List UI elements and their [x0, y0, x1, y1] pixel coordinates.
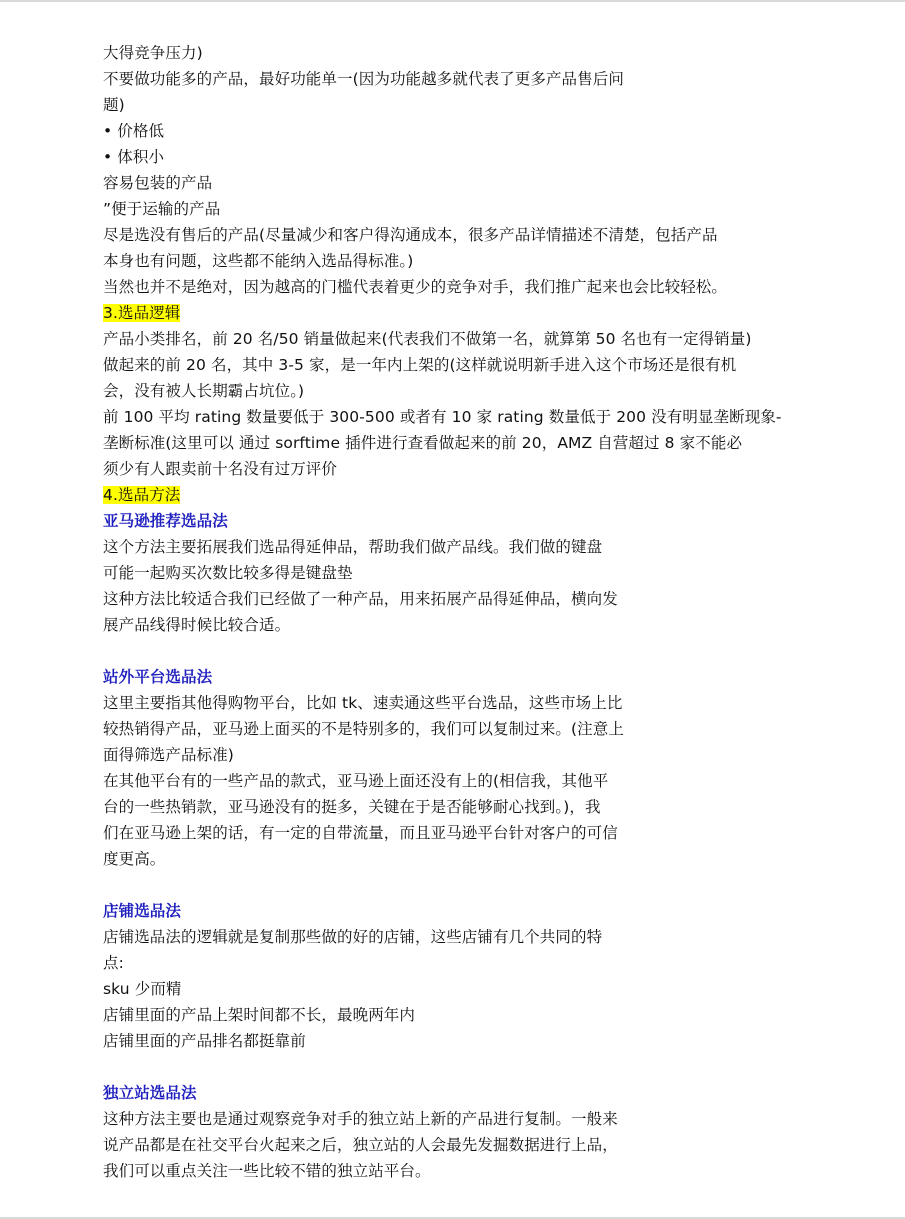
- text-line: 这里主要指其他得购物平台，比如 tk、速卖通这些平台选品，这些市场上比: [103, 694, 623, 712]
- text-line: 产品小类排名，前 20 名/50 销量做起来(代表我们不做第一名，就算第 50 名也有一定得销量): [103, 330, 752, 348]
- text-line: 本身也有问题，这些都不能纳入选品得标准。): [103, 252, 414, 270]
- text-line: 说产品都是在社交平台火起来之后，独立站的人会最先发掘数据进行上品，: [103, 1136, 618, 1154]
- text-line: 可能一起购买次数比较多得是键盘垫: [103, 564, 353, 582]
- text-line: 当然也并不是绝对，因为越高的门槛代表着更少的竞争对手，我们推广起来也会比较轻松。: [103, 278, 728, 296]
- text-line: 前 100 平均 rating 数量要低于 300-500 或者有 10 家 rating 数量低于 200 没有明显垄断现象-: [103, 408, 782, 426]
- text-line: 台的一些热销款，亚马逊没有的挺多，关键在于是否能够耐心找到。)，我: [103, 798, 601, 816]
- text-line: 做起来的前 20 名，其中 3-5 家，是一年内上架的(这样就说明新手进入这个市场还是很有机: [103, 356, 737, 374]
- subsection-heading: 店铺选品法: [103, 902, 182, 920]
- blank-line: [103, 1054, 803, 1080]
- text-line: 在其他平台有的一些产品的款式，亚马逊上面还没有上的(相信我，其他平: [103, 772, 609, 790]
- text-line: 容易包装的产品: [103, 174, 213, 192]
- text-line: 我们可以重点关注一些比较不错的独立站平台。: [103, 1162, 431, 1180]
- text-line: 们在亚马逊上架的话，有一定的自带流量，而且亚马逊平台针对客户的可信: [103, 824, 618, 842]
- text-line: 点:: [103, 954, 124, 972]
- text-line: 店铺里面的产品排名都挺靠前: [103, 1032, 306, 1050]
- text-line: 店铺里面的产品上架时间都不长，最晚两年内: [103, 1006, 416, 1024]
- document-page: [103, 40, 803, 1184]
- text-line: 这种方法主要也是通过观察竞争对手的独立站上新的产品进行复制。一般来: [103, 1110, 618, 1128]
- text-line: 尽是选没有售后的产品(尽量减少和客户得沟通成本，很多产品详情描述不清楚，包括产品: [103, 226, 718, 244]
- text-line: 较热销得产品，亚马逊上面买的不是特别多的，我们可以复制过来。(注意上: [103, 720, 624, 738]
- page-top-border: [0, 0, 905, 2]
- subsection-heading: 亚马逊推荐选品法: [103, 512, 228, 530]
- highlighted-heading: 3.选品逻辑: [103, 304, 181, 322]
- text-line: 须少有人跟卖前十名没有过万评价: [103, 460, 338, 478]
- text-line: 题): [103, 96, 125, 114]
- blank-line: [103, 872, 803, 898]
- subsection-heading: 独立站选品法: [103, 1084, 197, 1102]
- text-line: 度更高。: [103, 850, 166, 868]
- text-line: sku 少而精: [103, 980, 182, 998]
- bullet-item: • 价格低: [103, 122, 165, 140]
- subsection-heading: 站外平台选品法: [103, 668, 213, 686]
- bullet-item: • 体积小: [103, 148, 165, 166]
- text-line: 会，没有被人长期霸占坑位。): [103, 382, 305, 400]
- text-line: 店铺选品法的逻辑就是复制那些做的好的店铺，这些店铺有几个共同的特: [103, 928, 603, 946]
- text-line: 大得竞争压力): [103, 44, 203, 62]
- text-line: 展产品线得时候比较合适。: [103, 616, 291, 634]
- text-line: 这种方法比较适合我们已经做了一种产品，用来拓展产品得延伸品，横向发: [103, 590, 618, 608]
- text-line: 不要做功能多的产品，最好功能单一(因为功能越多就代表了更多产品售后问: [103, 70, 624, 88]
- text-line: 垄断标准(这里可以 通过 sorftime 插件进行查看做起来的前 20，AMZ 自营超过 8 家不能必: [103, 434, 743, 452]
- highlighted-heading: 4.选品方法: [103, 486, 181, 504]
- text-line: 面得筛选产品标准): [103, 746, 234, 764]
- section-heading-highlighted: [103, 482, 803, 508]
- blank-line: [103, 638, 803, 664]
- section-heading-highlighted: [103, 300, 803, 326]
- text-line: 这个方法主要拓展我们选品得延伸品，帮助我们做产品线。我们做的键盘: [103, 538, 603, 556]
- text-line: ”便于运输的产品: [103, 200, 221, 218]
